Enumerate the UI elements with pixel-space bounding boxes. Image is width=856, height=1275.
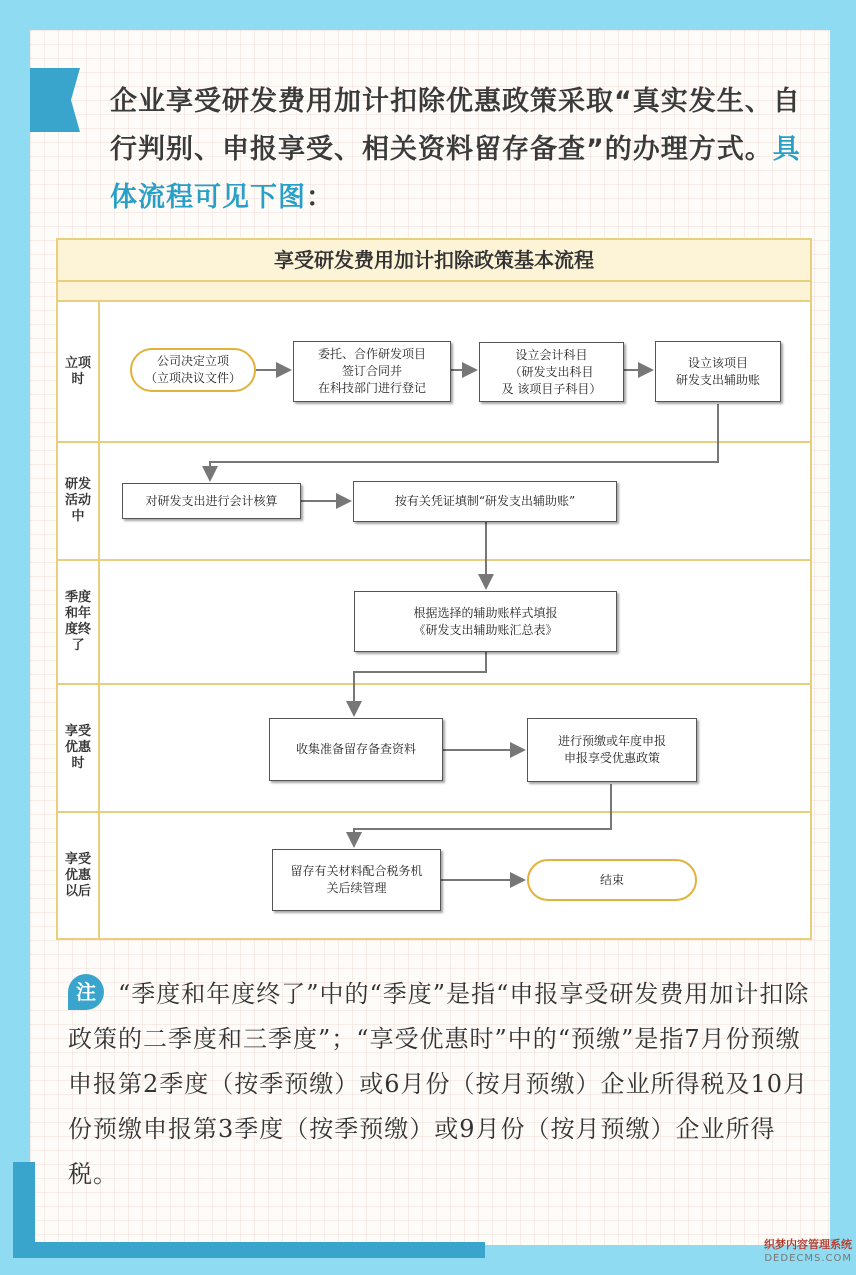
node-accounting: 对研发支出进行会计核算 — [122, 483, 301, 519]
lane-label-period-end: 季度和年度终了 — [64, 590, 91, 653]
footnote-badge: 注 — [68, 974, 104, 1010]
arrow-ledger-to-accounting — [210, 404, 718, 480]
node-summary: 根据选择的辅助账样式填报 《研发支出辅助账汇总表》 — [354, 591, 617, 652]
arrow-declare-to-retain — [354, 784, 611, 846]
watermark-domain: DEDECMS.COM — [764, 1253, 852, 1264]
node-declare: 进行预缴或年度申报 申报享受优惠政策 — [527, 718, 697, 782]
footnote — [68, 972, 813, 1197]
flowchart — [56, 238, 812, 940]
node-fill-ledger: 按有关凭证填制“研发支出辅助账” — [353, 481, 617, 522]
intro-suffix: ： — [306, 182, 334, 213]
intro-paragraph — [110, 78, 815, 222]
node-retain: 留存有关材料配合税务机 关后续管理 — [272, 849, 441, 911]
node-entrust: 委托、合作研发项目 签订合同并 在科技部门进行登记 — [293, 341, 451, 402]
lane-label-rd-activity: 研发活动中 — [64, 477, 91, 524]
node-start: 公司决定立项 （立项决议文件） — [130, 348, 256, 392]
node-accounts: 设立会计科目 （研发支出科目 及 该项目子科目） — [479, 342, 624, 402]
lane-label-enjoy-benefit: 享受优惠时 — [64, 724, 91, 771]
intro-text: 企业享受研发费用加计扣除优惠政策采取“真实发生、自行判别、申报享受、相关资料留存备查”的办理方式。 — [110, 86, 801, 165]
lane-label-project-start: 立项时 — [64, 356, 91, 387]
watermark — [742, 1238, 852, 1266]
lane-label-after-benefit: 享受优惠以后 — [64, 851, 91, 899]
arrow-summary-to-collect — [354, 652, 486, 715]
footnote-text: “季度和年度终了”中的“季度”是指“申报享受研发费用加计扣除政策的二季度和三季度”；“享受优惠时”中的“预缴”是指7月份预缴申报第2季度（按季预缴）或6月份（按月预缴）企业所得税及10月份预缴申报第3季度（按季预缴）或9月份（按月预缴）企业所得税。 — [68, 980, 810, 1188]
node-end: 结束 — [527, 859, 697, 901]
corner-decoration-horizontal — [13, 1242, 485, 1258]
flowchart-title: 享受研发费用加计扣除政策基本流程 — [58, 240, 810, 282]
watermark-title: 织梦内容管理系统 — [764, 1238, 852, 1251]
node-ledger: 设立该项目 研发支出辅助账 — [655, 341, 781, 402]
intro-highlight: 具体流程可见下图 — [110, 134, 801, 213]
node-collect: 收集准备留存备查资料 — [269, 718, 443, 781]
